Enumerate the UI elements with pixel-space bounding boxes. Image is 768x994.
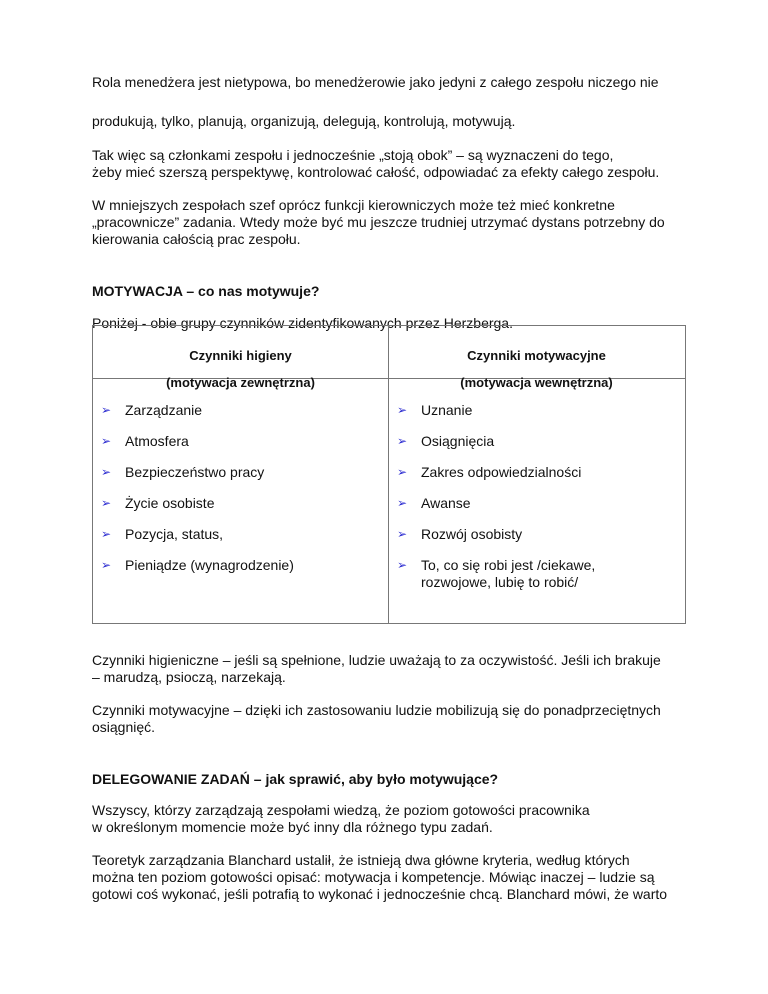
list-item bbox=[389, 557, 595, 591]
text-line: W mniejszych zespołach szef oprócz funkcji kierowniczych może też mieć konkretne bbox=[92, 197, 615, 213]
text-line: „pracownicze” zadania. Wtedy może być mu jeszcze trudniej utrzymać dystans potrzebny do bbox=[92, 214, 665, 230]
list-item-text: Pozycja, status, bbox=[125, 526, 224, 542]
header-title: Czynniki motywacyjne bbox=[467, 348, 606, 363]
text-line: gotowi coś wykonać, jeśli potrafią to wykonać i jednocześnie chcą. Blanchard mówi, że warto bbox=[92, 886, 668, 902]
text-line: Wszyscy, którzy zarządzają zespołami wiedzą, że poziom gotowości pracownika bbox=[92, 802, 590, 818]
list-item-text: To, co się robi jest /ciekawe, rozwojowe, lubię to robić/ bbox=[421, 557, 596, 590]
arrow-bullet-icon: ➢ bbox=[397, 527, 408, 541]
arrow-bullet-icon: ➢ bbox=[101, 496, 112, 510]
arrow-bullet-icon: ➢ bbox=[397, 496, 408, 510]
arrow-bullet-icon: ➢ bbox=[397, 558, 408, 572]
arrow-bullet-icon: ➢ bbox=[101, 465, 112, 479]
arrow-bullet-icon: ➢ bbox=[397, 465, 408, 479]
list-item-text: Rozwój osobisty bbox=[421, 526, 523, 542]
list-item bbox=[389, 433, 595, 450]
text-line: osiągnięć. bbox=[92, 719, 156, 735]
list-item-text: Pieniądze (wynagrodzenie) bbox=[125, 557, 294, 573]
text-line: Rola menedżera jest nietypowa, bo menedżerowie jako jedyni z całego zespołu niczego nie bbox=[92, 74, 659, 90]
list-item bbox=[93, 402, 294, 419]
list-item bbox=[93, 495, 294, 512]
intro-paragraph-2 bbox=[92, 147, 712, 181]
header-subtitle: (motywacja zewnętrzna) bbox=[166, 375, 315, 390]
text-line: Teoretyk zarządzania Blanchard ustalił, że istnieją dwa główne kryteria, według których bbox=[92, 852, 630, 868]
hygiene-list bbox=[93, 402, 294, 588]
list-item-text: Atmosfera bbox=[125, 433, 189, 449]
list-item-text: Osiągnięcia bbox=[421, 433, 495, 449]
list-item-text: Zakres odpowiedzialności bbox=[421, 464, 582, 480]
list-item-text: Życie osobiste bbox=[125, 495, 215, 511]
arrow-bullet-icon: ➢ bbox=[397, 434, 408, 448]
text-line: Czynniki higieniczne – jeśli są spełnione, ludzie uważają to za oczywistość. Jeśli ich brakuje bbox=[92, 652, 661, 668]
list-item-text: Uznanie bbox=[421, 402, 473, 418]
list-item bbox=[389, 495, 595, 512]
motivators-list bbox=[389, 402, 595, 605]
after-table-paragraph-1 bbox=[92, 652, 712, 686]
arrow-bullet-icon: ➢ bbox=[101, 558, 112, 572]
motivation-lead: Poniżej - obie grupy czynników zidentyfikowanych przez Herzberga. bbox=[92, 315, 513, 331]
text-line: – marudzą, psioczą, narzekają. bbox=[92, 669, 286, 685]
herzberg-table bbox=[92, 325, 686, 624]
list-item bbox=[93, 526, 294, 543]
intro-paragraph-3 bbox=[92, 197, 712, 248]
list-item bbox=[389, 464, 595, 481]
list-item bbox=[93, 433, 294, 450]
intro-paragraph-1a bbox=[92, 74, 712, 91]
delegation-paragraph-1 bbox=[92, 802, 712, 836]
intro-paragraph-1b bbox=[92, 113, 712, 130]
text-line: w określonym momencie może być inny dla różnego typu zadań. bbox=[92, 819, 493, 835]
list-item bbox=[93, 557, 294, 574]
list-item-text: Bezpieczeństwo pracy bbox=[125, 464, 265, 480]
delegation-heading: DELEGOWANIE ZADAŃ – jak sprawić, aby było motywujące? bbox=[92, 771, 499, 787]
list-item-text: Awanse bbox=[421, 495, 471, 511]
text-line: produkują, tylko, planują, organizują, delegują, kontrolują, motywują. bbox=[92, 113, 516, 129]
delegation-paragraph-2 bbox=[92, 852, 712, 903]
header-title: Czynniki higieny bbox=[189, 348, 292, 363]
header-subtitle: (motywacja wewnętrzna) bbox=[460, 375, 613, 390]
text-line: żeby mieć szerszą perspektywę, kontrolować całość, odpowiadać za efekty całego zespołu. bbox=[92, 164, 660, 180]
arrow-bullet-icon: ➢ bbox=[397, 403, 408, 417]
list-item bbox=[93, 464, 294, 481]
after-table-paragraph-2 bbox=[92, 702, 712, 736]
text-line: można ten poziom gotowości opisać: motywacja i kompetencje. Mówiąc inaczej – ludzie są bbox=[92, 869, 655, 885]
list-item-text: Zarządzanie bbox=[125, 402, 203, 418]
text-line: kierowania całością prac zespołu. bbox=[92, 231, 301, 247]
arrow-bullet-icon: ➢ bbox=[101, 527, 112, 541]
text-line: Tak więc są członkami zespołu i jednocześnie „stoją obok” – są wyznaczeni do tego, bbox=[92, 147, 614, 163]
arrow-bullet-icon: ➢ bbox=[101, 403, 112, 417]
motivation-heading: MOTYWACJA – co nas motywuje? bbox=[92, 283, 320, 299]
list-item bbox=[389, 402, 595, 419]
list-item bbox=[389, 526, 595, 543]
arrow-bullet-icon: ➢ bbox=[101, 434, 112, 448]
text-line: Czynniki motywacyjne – dzięki ich zastosowaniu ludzie mobilizują się do ponadprzeciętnych bbox=[92, 702, 661, 718]
